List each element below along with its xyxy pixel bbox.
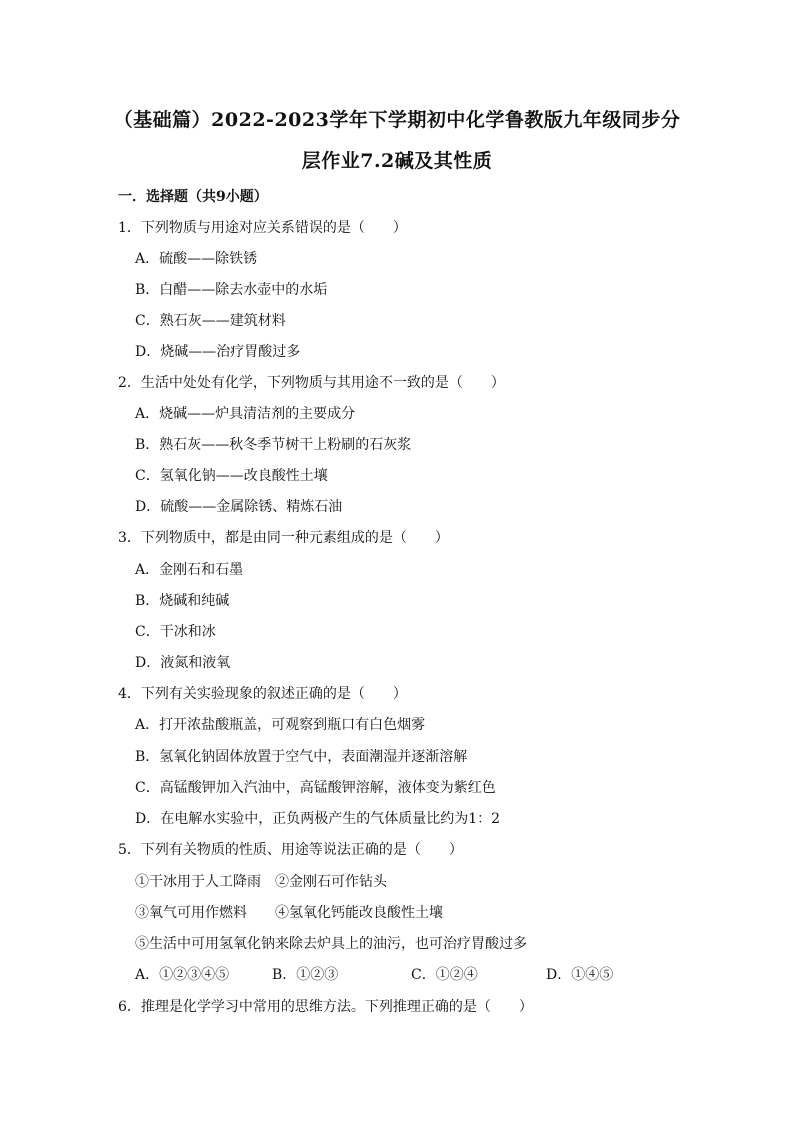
question-3-option-d: D．液氮和液氧	[135, 655, 231, 671]
question-5-option-a: A．①②③④⑤	[135, 967, 230, 983]
document-title-line-2: 层作业7.2碱及其性质	[301, 150, 493, 172]
question-2-option-c: C．氢氧化钠——改良酸性土壤	[135, 468, 328, 484]
question-1-option-d: D．烧碱——治疗胃酸过多	[135, 344, 301, 360]
question-1-option-c: C．熟石灰——建筑材料	[135, 313, 286, 329]
question-3-option-a: A．金刚石和石墨	[135, 562, 244, 578]
question-2-option-d: D．硫酸——金属除锈、精炼石油	[135, 499, 343, 515]
question-5-statement-3: ⑤生活中可用氢氧化钠来除去炉具上的油污，也可治疗胃酸过多	[135, 936, 527, 952]
question-2-option-b: B．熟石灰——秋冬季节树干上粉刷的石灰浆	[135, 437, 412, 453]
section-header: 一．选择题（共9小题）	[118, 189, 268, 205]
question-4-option-c: C．高锰酸钾加入汽油中，高锰酸钾溶解，液体变为紫红色	[135, 780, 496, 796]
question-3-option-b: B．烧碱和纯碱	[135, 593, 230, 609]
question-4-option-d: D．在电解水实验中，正负两极产生的气体质量比约为1：2	[135, 811, 501, 827]
document-title-line-1: （基础篇）2022-2023学年下学期初中化学鲁教版九年级同步分	[113, 109, 681, 131]
question-5-statement-2: ③氧气可用作燃料 ④氢氧化钙能改良酸性土壤	[135, 905, 443, 921]
question-3-option-c: C．干冰和冰	[135, 624, 216, 640]
question-4-option-a: A．打开浓盐酸瓶盖，可观察到瓶口有白色烟雾	[135, 717, 426, 733]
question-4-stem: 4．下列有关实验现象的叙述正确的是（ ）	[118, 686, 407, 702]
question-1-stem: 1．下列物质与用途对应关系错误的是（ ）	[118, 220, 407, 236]
question-2-option-a: A．烧碱——炉具清洁剂的主要成分	[135, 406, 356, 422]
question-5-statement-1: ①干冰用于人工降雨 ②金刚石可作钻头	[135, 874, 387, 890]
question-1-option-a: A．硫酸——除铁锈	[135, 251, 258, 267]
question-6-stem: 6．推理是化学学习中常用的思维方法。下列推理正确的是（ ）	[118, 999, 533, 1015]
question-1-option-b: B．白醋——除去水壶中的水垢	[135, 282, 328, 298]
question-3-stem: 3．下列物质中，都是由同一种元素组成的是（ ）	[118, 530, 449, 546]
question-4-option-b: B．氢氧化钠固体放置于空气中，表面潮湿并逐渐溶解	[135, 749, 468, 765]
question-5-stem: 5．下列有关物质的性质、用途等说法正确的是（ ）	[118, 842, 463, 858]
question-5-option-c: C．①②④	[411, 967, 478, 983]
question-5-option-b: B．①②③	[272, 967, 339, 983]
question-2-stem: 2．生活中处处有化学，下列物质与其用途不一致的是（ ）	[118, 375, 505, 391]
question-5-option-d: D．①④⑤	[546, 967, 614, 983]
